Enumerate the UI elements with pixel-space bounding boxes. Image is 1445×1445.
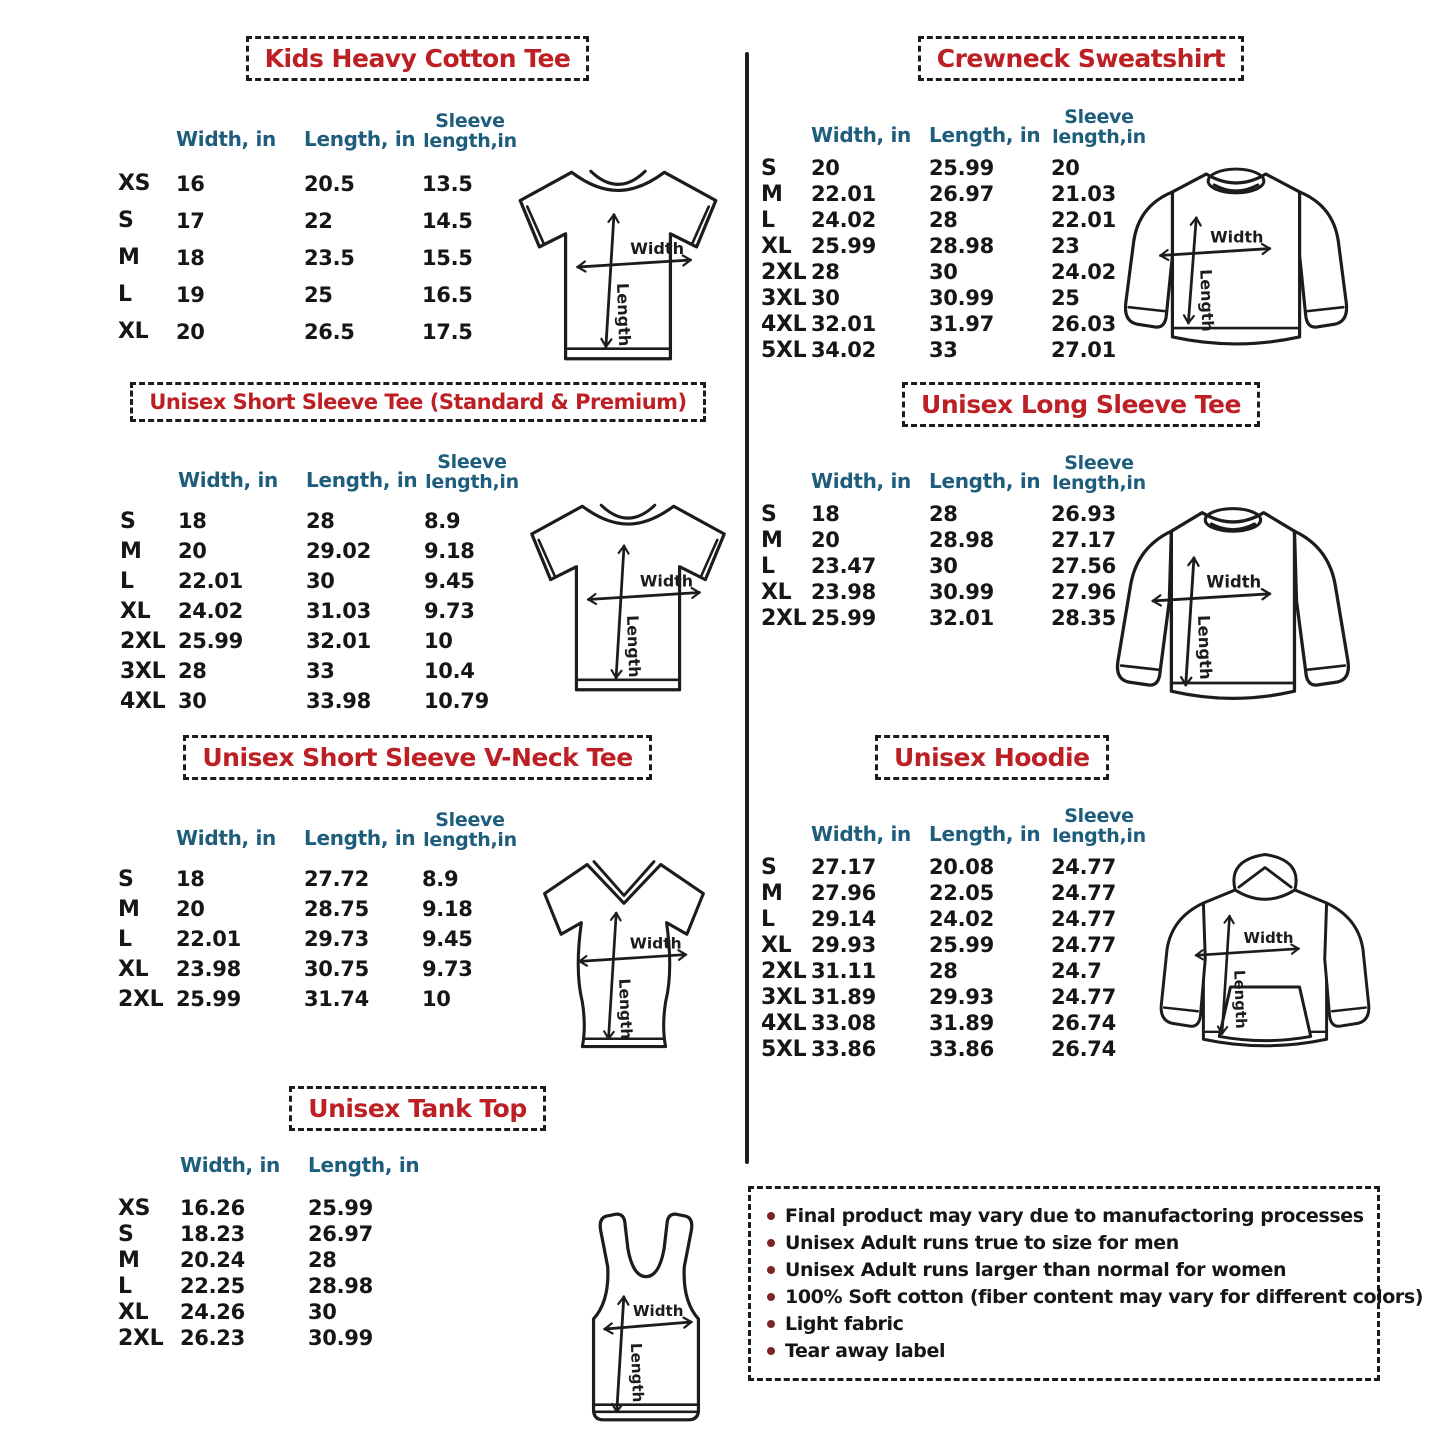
- measurement-value: 22.01: [1051, 208, 1116, 232]
- note-item: [767, 1229, 1361, 1256]
- measurement-value: 30: [308, 1300, 337, 1324]
- note-item: [767, 1337, 1361, 1364]
- measurement-value: 9.45: [424, 569, 475, 593]
- size-label: XL: [120, 598, 151, 624]
- size-label: L: [118, 1273, 132, 1299]
- measurement-value: 10.4: [424, 659, 475, 683]
- measurement-value: 25.99: [929, 933, 994, 957]
- size-label: 2XL: [118, 1325, 164, 1351]
- size-label: 2XL: [761, 605, 807, 631]
- col-header-length: Length, in: [304, 826, 416, 850]
- size-label: 3XL: [120, 658, 166, 684]
- section-title-box: [183, 735, 651, 780]
- measurement-value: 27.01: [1051, 338, 1116, 362]
- measurement-value: 31.89: [811, 985, 876, 1009]
- measurement-value: 20: [176, 319, 205, 344]
- measurement-value: 27.96: [811, 881, 876, 905]
- note-item: [767, 1283, 1424, 1310]
- measurement-value: 27.96: [1051, 580, 1116, 604]
- note-text: Unisex Adult runs larger than normal for women: [785, 1258, 1287, 1281]
- size-label: M: [118, 896, 140, 922]
- col-header-length: Length, in: [308, 1153, 420, 1177]
- note-text: Unisex Adult runs true to size for men: [785, 1231, 1179, 1254]
- size-label: M: [120, 538, 142, 564]
- length-arrow-label: Length: [615, 978, 636, 1040]
- section-title: Kids Heavy Cotton Tee: [264, 44, 571, 73]
- col-header-sleeve: [422, 810, 518, 850]
- measurement-value: 30.99: [929, 286, 994, 310]
- length-arrow-label: Length: [623, 614, 645, 678]
- note-text: 100% Soft cotton (fiber content may vary for different colors): [785, 1285, 1424, 1308]
- measurement-value: 28.75: [304, 897, 369, 921]
- measurement-value: 33.86: [929, 1037, 994, 1061]
- measurement-value: 32.01: [306, 629, 371, 653]
- size-label: 2XL: [118, 986, 164, 1012]
- width-arrow-label: Width: [632, 1301, 684, 1320]
- measurement-value: 20: [811, 528, 840, 552]
- measurement-value: 24.77: [1051, 855, 1116, 879]
- col-header-sleeve-line2: length,in: [425, 471, 519, 493]
- measurement-value: 25: [1051, 286, 1080, 310]
- length-arrow-label: Length: [1196, 268, 1218, 332]
- table-header-row: [761, 792, 1405, 846]
- measurement-value: 31.03: [306, 599, 371, 623]
- measurement-value: 25: [304, 282, 333, 307]
- col-header-sleeve-line1: Sleeve: [435, 110, 505, 132]
- measurement-value: 30: [306, 569, 335, 593]
- table-header-row: [118, 792, 745, 850]
- col-header-sleeve: [422, 111, 518, 151]
- measurement-value: 20: [176, 897, 205, 921]
- measurement-value: 17: [176, 208, 205, 233]
- measurement-value: 31.89: [929, 1011, 994, 1035]
- section-title: Unisex Long Sleeve Tee: [921, 390, 1241, 419]
- measurement-value: 33.08: [811, 1011, 876, 1035]
- measurement-value: 24.7: [1051, 959, 1102, 983]
- crewneck-sweatshirt-icon: [1085, 152, 1393, 361]
- measurement-value: 13.5: [422, 171, 473, 196]
- col-header-sleeve-line2: length,in: [423, 829, 517, 851]
- col-header-sleeve: [1051, 806, 1147, 846]
- vneck-tee-diagram: [502, 845, 744, 1068]
- measurement-value: 24.02: [178, 599, 243, 623]
- width-arrow-label: Width: [629, 934, 682, 953]
- section-title-box: [875, 735, 1109, 780]
- col-header-length: Length, in: [929, 123, 1041, 147]
- length-arrow-label: Length: [1230, 969, 1251, 1030]
- measurement-value: 24.02: [811, 208, 876, 232]
- measurement-value: 25.99: [176, 987, 241, 1011]
- notes-box: [748, 1186, 1424, 1381]
- col-header-width: Width, in: [811, 469, 911, 493]
- measurement-value: 24.02: [929, 907, 994, 931]
- bullet-icon: [767, 1347, 775, 1355]
- kids-tee-diagram: [492, 154, 744, 371]
- section-title-box: [289, 1086, 545, 1131]
- measurement-value: 32.01: [811, 312, 876, 336]
- col-header-sleeve-line1: Sleeve: [435, 809, 505, 831]
- measurement-value: 15.5: [422, 245, 473, 270]
- col-header-sleeve: [1051, 107, 1147, 147]
- col-header-sleeve-line2: length,in: [1052, 472, 1146, 494]
- col-header-sleeve-line1: Sleeve: [437, 451, 507, 473]
- size-label: 2XL: [761, 259, 807, 285]
- measurement-value: 28.98: [308, 1274, 373, 1298]
- size-label: 2XL: [761, 958, 807, 984]
- measurement-value: 27.17: [811, 855, 876, 879]
- size-label: 2XL: [120, 628, 166, 654]
- section-title: Crewneck Sweatshirt: [936, 44, 1226, 73]
- measurement-value: 23.98: [176, 957, 241, 981]
- bullet-icon: [767, 1266, 775, 1274]
- col-header-length: Length, in: [306, 468, 418, 492]
- measurement-value: 17.5: [422, 319, 473, 344]
- size-label: S: [761, 854, 777, 880]
- measurement-value: 19: [176, 282, 205, 307]
- measurement-value: 28.98: [929, 234, 994, 258]
- measurement-value: 23: [1051, 234, 1080, 258]
- col-header-width: Width, in: [176, 826, 276, 850]
- size-label: S: [120, 508, 136, 534]
- long-sleeve-tee-diagram: [1077, 488, 1395, 719]
- table-header-row: [120, 434, 744, 492]
- measurement-value: 25.99: [811, 234, 876, 258]
- length-arrow-label: Length: [1194, 614, 1216, 680]
- measurement-value: 25.99: [308, 1196, 373, 1220]
- col-header-width: Width, in: [811, 822, 911, 846]
- note-item: [767, 1310, 1361, 1337]
- measurement-value: 27.72: [304, 867, 369, 891]
- measurement-value: 29.14: [811, 907, 876, 931]
- measurement-value: 9.45: [422, 927, 473, 951]
- col-header-length: Length, in: [304, 127, 416, 151]
- section-title-box: [902, 382, 1260, 427]
- measurement-value: 27.56: [1051, 554, 1116, 578]
- measurement-value: 28: [308, 1248, 337, 1272]
- measurement-value: 23.5: [304, 245, 355, 270]
- bullet-icon: [767, 1293, 775, 1301]
- section-unisex-tank-top: [90, 1086, 745, 1403]
- measurement-value: 20.5: [304, 171, 355, 196]
- section-title: Unisex Tank Top: [308, 1094, 527, 1123]
- length-arrow-label: Length: [626, 1342, 647, 1403]
- measurement-value: 33: [306, 659, 335, 683]
- measurement-value: 27.17: [1051, 528, 1116, 552]
- section-kids-heavy-cotton-tee: [90, 36, 745, 350]
- measurement-value: 30: [811, 286, 840, 310]
- measurement-value: 24.02: [1051, 260, 1116, 284]
- measurement-value: 33.98: [306, 689, 371, 713]
- size-label: XL: [118, 1299, 149, 1325]
- measurement-value: 16: [176, 171, 205, 196]
- measurement-value: 25.99: [178, 629, 243, 653]
- unisex-tee-diagram: [504, 486, 752, 704]
- measurement-value: 22.01: [811, 182, 876, 206]
- measurement-value: 9.18: [422, 897, 473, 921]
- width-arrow-label: Width: [639, 571, 694, 591]
- measurement-value: 28.35: [1051, 606, 1116, 630]
- measurement-value: 31.11: [811, 959, 876, 983]
- size-label: M: [118, 245, 140, 270]
- size-label: L: [118, 282, 132, 307]
- size-label: XL: [118, 319, 149, 344]
- measurement-value: 14.5: [422, 208, 473, 233]
- size-label: M: [761, 527, 783, 553]
- measurement-value: 33.86: [811, 1037, 876, 1061]
- col-header-length: Length, in: [929, 822, 1041, 846]
- bullet-icon: [767, 1212, 775, 1220]
- measurement-value: 18: [176, 245, 205, 270]
- note-text: Final product may vary due to manufactoring processes: [785, 1204, 1364, 1227]
- crewneck-sweatshirt-diagram: [1085, 152, 1393, 361]
- measurement-value: 22.01: [178, 569, 243, 593]
- section-title: Unisex Short Sleeve V-Neck Tee: [202, 743, 633, 772]
- size-label: M: [761, 880, 783, 906]
- measurement-value: 26.97: [308, 1222, 373, 1246]
- measurement-value: 18.23: [180, 1222, 245, 1246]
- measurement-value: 10: [422, 987, 451, 1011]
- measurement-value: 18: [178, 509, 207, 533]
- measurement-value: 26.97: [929, 182, 994, 206]
- measurement-value: 30: [178, 689, 207, 713]
- size-label: L: [120, 568, 134, 594]
- measurement-value: 30.99: [308, 1326, 373, 1350]
- measurement-value: 20: [1051, 156, 1080, 180]
- section-crewneck-sweatshirt: [757, 36, 1405, 363]
- section-title-box: [246, 36, 590, 81]
- table-header-row: [118, 93, 745, 151]
- measurement-value: 20: [178, 539, 207, 563]
- section-title: Unisex Hoodie: [894, 743, 1090, 772]
- col-header-sleeve-line1: Sleeve: [1064, 452, 1134, 474]
- hoodie-icon: [1125, 847, 1405, 1071]
- size-label: L: [761, 553, 775, 579]
- measurement-value: 26.5: [304, 319, 355, 344]
- size-label: M: [761, 181, 783, 207]
- measurement-value: 34.02: [811, 338, 876, 362]
- measurement-value: 10.79: [424, 689, 489, 713]
- measurement-value: 26.23: [180, 1326, 245, 1350]
- size-label: L: [761, 207, 775, 233]
- measurement-value: 24.77: [1051, 881, 1116, 905]
- size-label: M: [118, 1247, 140, 1273]
- measurement-value: 10: [424, 629, 453, 653]
- measurement-value: 18: [811, 502, 840, 526]
- size-label: 4XL: [761, 311, 807, 337]
- section-unisex-hoodie: [757, 735, 1405, 1062]
- vneck-tee-icon: [502, 845, 744, 1068]
- bullet-icon: [767, 1320, 775, 1328]
- section-title-box: [130, 382, 705, 422]
- col-header-length: Length, in: [929, 469, 1041, 493]
- size-label: S: [761, 155, 777, 181]
- section-unisex-long-sleeve-tee: [757, 382, 1405, 680]
- size-label: 4XL: [761, 1010, 807, 1036]
- size-label: XL: [761, 932, 792, 958]
- measurement-value: 28: [811, 260, 840, 284]
- col-header-sleeve: [1051, 453, 1147, 493]
- size-label: XS: [118, 1195, 151, 1221]
- note-item: [767, 1202, 1364, 1229]
- measurement-value: 28: [929, 208, 958, 232]
- measurement-value: 23.47: [811, 554, 876, 578]
- col-header-sleeve-line1: Sleeve: [1064, 106, 1134, 128]
- measurement-value: 18: [176, 867, 205, 891]
- measurement-value: 22.01: [176, 927, 241, 951]
- size-label: XS: [118, 171, 151, 196]
- short-sleeve-tee-icon: [504, 486, 752, 704]
- measurement-value: 22.25: [180, 1274, 245, 1298]
- measurement-value: 20.24: [180, 1248, 245, 1272]
- section-title: Unisex Short Sleeve Tee (Standard & Premium): [149, 390, 687, 414]
- short-sleeve-tee-icon: [492, 154, 744, 371]
- notes-list: [767, 1202, 1424, 1364]
- tank-top-icon: [550, 1204, 742, 1441]
- measurement-value: 30.99: [929, 580, 994, 604]
- measurement-value: 26.74: [1051, 1011, 1116, 1035]
- section-unisex-short-sleeve-tee: [92, 382, 744, 716]
- hoodie-diagram: [1125, 847, 1405, 1071]
- col-header-width: Width, in: [811, 123, 911, 147]
- measurement-value: 8.9: [424, 509, 461, 533]
- section-unisex-vneck-tee: [90, 735, 745, 1040]
- col-header-width: Width, in: [176, 127, 276, 151]
- note-text: Light fabric: [785, 1312, 904, 1335]
- measurement-value: 23.98: [811, 580, 876, 604]
- measurement-value: 30: [929, 554, 958, 578]
- measurement-value: 26.74: [1051, 1037, 1116, 1061]
- measurement-value: 24.77: [1051, 985, 1116, 1009]
- table-header-row: [761, 439, 1405, 493]
- measurement-value: 22: [304, 208, 333, 233]
- measurement-value: 20: [811, 156, 840, 180]
- size-label: XL: [761, 233, 792, 259]
- size-label: XL: [118, 956, 149, 982]
- size-label: L: [118, 926, 132, 952]
- measurement-value: 30.75: [304, 957, 369, 981]
- size-label: 5XL: [761, 1036, 807, 1062]
- measurement-value: 31.97: [929, 312, 994, 336]
- bullet-icon: [767, 1239, 775, 1247]
- width-arrow-label: Width: [1243, 929, 1294, 948]
- measurement-value: 25.99: [811, 606, 876, 630]
- col-header-sleeve-line2: length,in: [1052, 825, 1146, 847]
- measurement-value: 24.26: [180, 1300, 245, 1324]
- measurement-value: 28: [306, 509, 335, 533]
- measurement-value: 9.18: [424, 539, 475, 563]
- measurement-value: 33: [929, 338, 958, 362]
- col-header-sleeve-line2: length,in: [423, 130, 517, 152]
- measurement-value: 28: [929, 959, 958, 983]
- measurement-value: 16.5: [422, 282, 473, 307]
- table-header-row: [761, 93, 1405, 147]
- measurement-value: 26.03: [1051, 312, 1116, 336]
- size-label: S: [118, 1221, 134, 1247]
- measurement-value: 21.03: [1051, 182, 1116, 206]
- section-title-box: [918, 36, 1245, 81]
- measurement-value: 31.74: [304, 987, 369, 1011]
- measurement-value: 28: [929, 502, 958, 526]
- measurement-value: 28: [178, 659, 207, 683]
- size-label: 5XL: [761, 337, 807, 363]
- size-label: 3XL: [761, 984, 807, 1010]
- measurement-value: 29.93: [811, 933, 876, 957]
- measurement-value: 28.98: [929, 528, 994, 552]
- tank-top-diagram: [550, 1204, 742, 1441]
- measurement-value: 20.08: [929, 855, 994, 879]
- size-label: S: [761, 501, 777, 527]
- note-item: [767, 1256, 1361, 1283]
- width-arrow-label: Width: [1210, 227, 1264, 247]
- note-text: Tear away label: [785, 1339, 946, 1362]
- measurement-value: 9.73: [422, 957, 473, 981]
- measurement-value: 24.77: [1051, 933, 1116, 957]
- size-label: S: [118, 208, 134, 233]
- measurement-value: 32.01: [929, 606, 994, 630]
- measurement-value: 29.93: [929, 985, 994, 1009]
- col-header-width: Width, in: [178, 468, 278, 492]
- long-sleeve-tee-icon: [1077, 488, 1395, 719]
- width-arrow-label: Width: [630, 238, 685, 258]
- col-header-sleeve-line2: length,in: [1052, 126, 1146, 148]
- measurement-value: 8.9: [422, 867, 459, 891]
- width-arrow-label: Width: [1206, 572, 1262, 592]
- col-header-width: Width, in: [180, 1153, 280, 1177]
- measurement-value: 30: [929, 260, 958, 284]
- measurement-value: 9.73: [424, 599, 475, 623]
- measurement-value: 25.99: [929, 156, 994, 180]
- length-arrow-label: Length: [612, 282, 635, 347]
- measurement-value: 22.05: [929, 881, 994, 905]
- measurement-value: 26.93: [1051, 502, 1116, 526]
- size-label: L: [761, 906, 775, 932]
- size-label: S: [118, 866, 134, 892]
- table-header-row: [118, 1143, 745, 1177]
- measurement-value: 29.02: [306, 539, 371, 563]
- measurement-value: 29.73: [304, 927, 369, 951]
- measurement-value: 16.26: [180, 1196, 245, 1220]
- size-label: XL: [761, 579, 792, 605]
- size-label: 3XL: [761, 285, 807, 311]
- size-label: 4XL: [120, 688, 166, 714]
- measurement-value: 24.77: [1051, 907, 1116, 931]
- col-header-sleeve-line1: Sleeve: [1064, 805, 1134, 827]
